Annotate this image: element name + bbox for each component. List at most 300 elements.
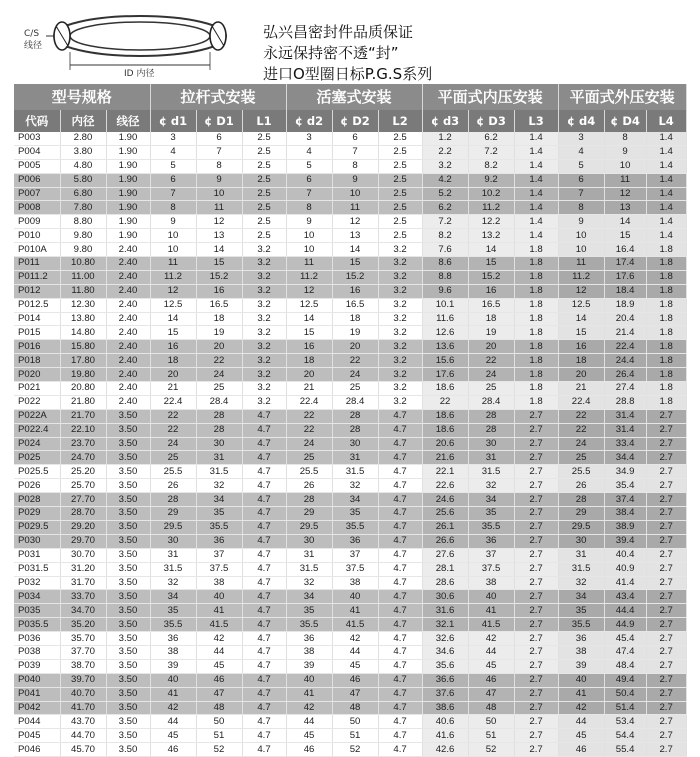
table-cell: 44 xyxy=(196,645,242,659)
table-cell: 47.4 xyxy=(604,645,646,659)
table-cell: 16 xyxy=(558,340,604,354)
table-cell: 2.40 xyxy=(106,395,150,409)
table-cell: 48 xyxy=(468,701,514,715)
table-cell: 52 xyxy=(196,743,242,757)
table-cell: 8.2 xyxy=(468,159,514,173)
column-header: ¢ d4 xyxy=(558,110,604,132)
table-cell: 2.5 xyxy=(242,215,286,229)
table-cell: 2.5 xyxy=(378,229,422,243)
table-cell: 4.7 xyxy=(242,465,286,479)
table-cell: 2.5 xyxy=(378,159,422,173)
table-cell: 16.4 xyxy=(604,243,646,257)
table-cell: 44.9 xyxy=(604,618,646,632)
table-cell: 4.7 xyxy=(378,743,422,757)
table-cell: 10 xyxy=(150,243,196,257)
table-row xyxy=(14,604,686,618)
table-cell: 2.7 xyxy=(514,673,558,687)
table-cell: 2.7 xyxy=(514,632,558,646)
table-cell: 15 xyxy=(558,326,604,340)
table-cell: 4.7 xyxy=(378,715,422,729)
table-cell: P015 xyxy=(14,326,60,340)
table-cell: 1.8 xyxy=(646,368,686,382)
table-cell: 19 xyxy=(196,326,242,340)
table-cell: P032 xyxy=(14,576,60,590)
table-cell: 46 xyxy=(286,743,332,757)
table-cell: 20 xyxy=(468,340,514,354)
table-cell: 19 xyxy=(468,326,514,340)
table-cell: 37.70 xyxy=(60,645,106,659)
table-cell: P046 xyxy=(14,743,60,757)
table-cell: 1.90 xyxy=(106,173,150,187)
table-cell: 20.4 xyxy=(604,312,646,326)
table-cell: 2.5 xyxy=(378,187,422,201)
id-label: ID 内径 xyxy=(124,69,155,79)
table-cell: 1.4 xyxy=(646,159,686,173)
table-cell: 16.5 xyxy=(332,298,378,312)
table-cell: 3.2 xyxy=(242,368,286,382)
table-cell: 35.5 xyxy=(332,520,378,534)
table-cell: 3.2 xyxy=(242,298,286,312)
table-cell: 8.2 xyxy=(422,229,468,243)
table-cell: 22 xyxy=(332,354,378,368)
table-cell: P024 xyxy=(14,437,60,451)
table-cell: 2.7 xyxy=(646,409,686,423)
table-cell: 1.8 xyxy=(646,257,686,271)
table-cell: 11 xyxy=(332,201,378,215)
table-cell: 2.7 xyxy=(514,548,558,562)
table-cell: 46 xyxy=(332,673,378,687)
header-area xyxy=(0,0,700,84)
table-cell: 2.2 xyxy=(422,145,468,159)
table-row xyxy=(14,493,686,507)
table-cell: 3.2 xyxy=(378,257,422,271)
table-cell: 3.2 xyxy=(378,368,422,382)
table-cell: 3.2 xyxy=(378,382,422,396)
table-cell: 16.5 xyxy=(196,298,242,312)
table-cell: 22 xyxy=(286,409,332,423)
table-cell: 28 xyxy=(332,409,378,423)
table-cell: 15.6 xyxy=(422,354,468,368)
table-cell: 49.4 xyxy=(604,673,646,687)
column-header: L2 xyxy=(378,110,422,132)
table-cell: P039 xyxy=(14,659,60,673)
table-cell: 30 xyxy=(196,437,242,451)
table-cell: 1.4 xyxy=(646,229,686,243)
table-cell: 38.6 xyxy=(422,701,468,715)
table-cell: 22 xyxy=(286,423,332,437)
table-cell: 28 xyxy=(150,493,196,507)
table-cell: 3.2 xyxy=(378,340,422,354)
table-cell: 2.40 xyxy=(106,243,150,257)
table-cell: 4.7 xyxy=(242,715,286,729)
table-cell: 1.8 xyxy=(514,340,558,354)
table-cell: 30 xyxy=(286,534,332,548)
table-cell: 3.50 xyxy=(106,715,150,729)
table-cell: 52 xyxy=(332,743,378,757)
table-row xyxy=(14,201,686,215)
table-cell: 7 xyxy=(196,145,242,159)
table-cell: 2.5 xyxy=(242,187,286,201)
table-cell: P034 xyxy=(14,590,60,604)
table-cell: 31.5 xyxy=(150,562,196,576)
table-cell: 41 xyxy=(286,687,332,701)
table-cell: 18 xyxy=(286,354,332,368)
table-cell: 41.70 xyxy=(60,701,106,715)
table-cell: 11.80 xyxy=(60,284,106,298)
table-cell: 24.6 xyxy=(422,493,468,507)
table-cell: 33.4 xyxy=(604,437,646,451)
table-cell: 25.5 xyxy=(150,465,196,479)
table-cell: 16 xyxy=(196,284,242,298)
table-cell: 2.7 xyxy=(646,645,686,659)
table-cell: 4.7 xyxy=(242,687,286,701)
table-cell: 39 xyxy=(150,659,196,673)
table-cell: 42 xyxy=(468,632,514,646)
table-cell: 1.8 xyxy=(646,243,686,257)
table-cell: 10.2 xyxy=(468,187,514,201)
table-cell: P004 xyxy=(14,145,60,159)
table-cell: 15 xyxy=(150,326,196,340)
table-cell: 2.40 xyxy=(106,354,150,368)
table-cell: 2.7 xyxy=(646,437,686,451)
table-cell: 9.2 xyxy=(468,173,514,187)
table-cell: P010A xyxy=(14,243,60,257)
table-cell: 30 xyxy=(558,534,604,548)
table-cell: 1.90 xyxy=(106,201,150,215)
table-cell: 36 xyxy=(468,534,514,548)
table-cell: 29 xyxy=(286,507,332,521)
table-cell: 3.50 xyxy=(106,687,150,701)
table-cell: 2.5 xyxy=(242,173,286,187)
table-cell: 22 xyxy=(150,423,196,437)
table-cell: 16.5 xyxy=(468,298,514,312)
table-cell: 24.70 xyxy=(60,451,106,465)
table-cell: P022.4 xyxy=(14,423,60,437)
table-cell: 1.8 xyxy=(646,312,686,326)
column-header: ¢ D4 xyxy=(604,110,646,132)
table-cell: 3 xyxy=(286,132,332,145)
table-cell: 13.6 xyxy=(422,340,468,354)
table-cell: 4.7 xyxy=(242,590,286,604)
table-cell: 4.7 xyxy=(242,729,286,743)
table-cell: P036 xyxy=(14,632,60,646)
table-row xyxy=(14,284,686,298)
table-cell: 12.2 xyxy=(468,215,514,229)
table-row xyxy=(14,659,686,673)
table-cell: 29.5 xyxy=(150,520,196,534)
table-cell: 9 xyxy=(332,173,378,187)
table-cell: 38 xyxy=(150,645,196,659)
table-row xyxy=(14,632,686,646)
table-cell: 4.7 xyxy=(378,479,422,493)
table-cell: 37 xyxy=(196,548,242,562)
table-cell: 25 xyxy=(196,382,242,396)
table-cell: 35 xyxy=(150,604,196,618)
table-cell: 3.50 xyxy=(106,507,150,521)
table-cell: 1.8 xyxy=(646,354,686,368)
table-cell: 12 xyxy=(286,284,332,298)
table-cell: 4.7 xyxy=(378,604,422,618)
table-cell: 45 xyxy=(468,659,514,673)
table-cell: P022A xyxy=(14,409,60,423)
table-cell: 19 xyxy=(332,326,378,340)
table-cell: 51 xyxy=(196,729,242,743)
table-cell: 32 xyxy=(558,576,604,590)
table-cell: 31 xyxy=(332,451,378,465)
table-cell: 24 xyxy=(286,437,332,451)
table-cell: 34 xyxy=(558,590,604,604)
table-cell: 22.4 xyxy=(558,395,604,409)
table-cell: 14 xyxy=(604,215,646,229)
table-row xyxy=(14,368,686,382)
table-cell: 4.7 xyxy=(378,590,422,604)
table-cell: 2.40 xyxy=(106,270,150,284)
table-cell: P028 xyxy=(14,493,60,507)
table-cell: 9.80 xyxy=(60,229,106,243)
table-cell: 10 xyxy=(558,229,604,243)
table-cell: 37.6 xyxy=(422,687,468,701)
table-cell: 28 xyxy=(332,423,378,437)
table-cell: 3.50 xyxy=(106,465,150,479)
table-cell: 48.4 xyxy=(604,659,646,673)
table-row xyxy=(14,437,686,451)
table-cell: P011 xyxy=(14,257,60,271)
table-cell: 25.20 xyxy=(60,465,106,479)
table-cell: 26 xyxy=(558,479,604,493)
table-cell: 26.4 xyxy=(604,368,646,382)
table-cell: 2.7 xyxy=(514,451,558,465)
table-cell: 36 xyxy=(150,632,196,646)
table-cell: 44 xyxy=(332,645,378,659)
table-cell: 42 xyxy=(286,701,332,715)
cs-label-2: 线径 xyxy=(24,41,43,51)
table-cell: 31.5 xyxy=(196,465,242,479)
table-cell: P042 xyxy=(14,701,60,715)
table-cell: 3.50 xyxy=(106,632,150,646)
table-cell: 4.7 xyxy=(378,659,422,673)
table-cell: 2.5 xyxy=(378,173,422,187)
table-cell: 4.7 xyxy=(378,632,422,646)
table-cell: 1.4 xyxy=(514,215,558,229)
table-cell: 12.5 xyxy=(286,298,332,312)
table-cell: 25.5 xyxy=(558,465,604,479)
table-cell: 37 xyxy=(332,548,378,562)
table-row xyxy=(14,132,686,145)
table-cell: 22 xyxy=(422,395,468,409)
table-cell: 37.5 xyxy=(468,562,514,576)
table-cell: 3.2 xyxy=(378,298,422,312)
table-row xyxy=(14,173,686,187)
table-cell: 32 xyxy=(286,576,332,590)
table-cell: 1.8 xyxy=(514,382,558,396)
table-cell: 40 xyxy=(558,673,604,687)
table-cell: 28.4 xyxy=(196,395,242,409)
table-row xyxy=(14,687,686,701)
table-cell: 14 xyxy=(196,243,242,257)
table-cell: 7.80 xyxy=(60,201,106,215)
table-cell: 20 xyxy=(286,368,332,382)
table-cell: 41 xyxy=(332,604,378,618)
table-cell: 42.6 xyxy=(422,743,468,757)
table-cell: P035.5 xyxy=(14,618,60,632)
table-cell: 14.80 xyxy=(60,326,106,340)
table-row xyxy=(14,562,686,576)
table-cell: 42 xyxy=(196,632,242,646)
table-cell: 18 xyxy=(150,354,196,368)
table-cell: 41 xyxy=(468,604,514,618)
table-cell: 44.4 xyxy=(604,604,646,618)
table-cell: 8 xyxy=(604,132,646,145)
table-cell: 18 xyxy=(196,312,242,326)
table-cell: 31 xyxy=(286,548,332,562)
table-cell: 7.2 xyxy=(468,145,514,159)
table-cell: 34 xyxy=(286,590,332,604)
table-cell: 4.7 xyxy=(378,548,422,562)
table-cell: 26.1 xyxy=(422,520,468,534)
table-cell: 38 xyxy=(196,576,242,590)
table-cell: 2.7 xyxy=(514,479,558,493)
table-cell: 14 xyxy=(468,243,514,257)
table-cell: 32 xyxy=(332,479,378,493)
table-cell: 1.8 xyxy=(514,326,558,340)
table-cell: 11 xyxy=(150,257,196,271)
table-cell: 34 xyxy=(150,590,196,604)
table-cell: 41.5 xyxy=(196,618,242,632)
table-cell: 3.2 xyxy=(378,243,422,257)
table-cell: 1.8 xyxy=(646,340,686,354)
table-row xyxy=(14,354,686,368)
table-cell: 5 xyxy=(558,159,604,173)
table-cell: 36 xyxy=(558,632,604,646)
table-cell: 7.6 xyxy=(422,243,468,257)
table-cell: 28 xyxy=(558,493,604,507)
table-cell: 1.90 xyxy=(106,132,150,145)
table-cell: 23.70 xyxy=(60,437,106,451)
table-cell: 30 xyxy=(332,437,378,451)
table-cell: 2.7 xyxy=(646,548,686,562)
table-cell: 29.5 xyxy=(286,520,332,534)
table-cell: 2.7 xyxy=(646,423,686,437)
table-cell: 27.4 xyxy=(604,382,646,396)
group-header-row xyxy=(14,84,686,110)
table-cell: 34.70 xyxy=(60,604,106,618)
table-cell: 7 xyxy=(150,187,196,201)
table-cell: 3.2 xyxy=(242,284,286,298)
table-cell: 2.7 xyxy=(514,604,558,618)
table-cell: 9.6 xyxy=(422,284,468,298)
group-header: 平面式外压安装 xyxy=(558,84,686,110)
table-cell: 4.7 xyxy=(378,645,422,659)
table-cell: 25 xyxy=(332,382,378,396)
table-cell: 1.8 xyxy=(646,395,686,409)
table-cell: 50 xyxy=(196,715,242,729)
table-cell: 5.2 xyxy=(422,187,468,201)
group-header: 拉杆式安装 xyxy=(150,84,286,110)
table-row xyxy=(14,618,686,632)
table-cell: 36.6 xyxy=(422,673,468,687)
table-cell: 44 xyxy=(468,645,514,659)
table-cell: 24 xyxy=(150,437,196,451)
table-cell: 3.2 xyxy=(378,326,422,340)
table-cell: 28 xyxy=(196,409,242,423)
slogan xyxy=(263,22,432,85)
table-cell: 11 xyxy=(558,257,604,271)
table-cell: 3.2 xyxy=(378,354,422,368)
table-cell: 3.50 xyxy=(106,409,150,423)
table-cell: 28.6 xyxy=(422,576,468,590)
table-cell: 12 xyxy=(196,215,242,229)
table-cell: 2.5 xyxy=(378,145,422,159)
table-cell: 2.7 xyxy=(514,659,558,673)
table-cell: 2.7 xyxy=(514,507,558,521)
table-cell: 1.4 xyxy=(514,132,558,145)
table-cell: 28 xyxy=(468,409,514,423)
table-cell: 31.5 xyxy=(332,465,378,479)
table-cell: 11 xyxy=(196,201,242,215)
table-cell: 40.4 xyxy=(604,548,646,562)
table-cell: 2.7 xyxy=(514,645,558,659)
table-cell: 2.5 xyxy=(378,132,422,145)
table-cell: 15.2 xyxy=(468,270,514,284)
table-cell: 31.20 xyxy=(60,562,106,576)
table-cell: 46 xyxy=(468,673,514,687)
table-cell: 3.50 xyxy=(106,479,150,493)
table-cell: 21 xyxy=(286,382,332,396)
table-cell: 28.8 xyxy=(604,395,646,409)
table-cell: 4.7 xyxy=(242,618,286,632)
table-cell: 41.5 xyxy=(332,618,378,632)
table-cell: 2.7 xyxy=(514,423,558,437)
table-cell: 15.2 xyxy=(196,270,242,284)
table-cell: 38 xyxy=(558,645,604,659)
table-cell: 20 xyxy=(196,340,242,354)
slogan-line: 弘兴昌密封件品质保证 xyxy=(263,23,414,41)
table-cell: 4.7 xyxy=(242,423,286,437)
table-cell: 33.70 xyxy=(60,590,106,604)
table-cell: 7 xyxy=(332,145,378,159)
table-cell: 16 xyxy=(150,340,196,354)
table-cell: 25 xyxy=(468,382,514,396)
table-cell: 4.7 xyxy=(378,687,422,701)
table-cell: 2.7 xyxy=(646,632,686,646)
table-row xyxy=(14,340,686,354)
table-cell: 22 xyxy=(196,354,242,368)
table-cell: 17.6 xyxy=(422,368,468,382)
table-cell: 1.4 xyxy=(646,201,686,215)
table-cell: 50 xyxy=(332,715,378,729)
table-cell: 24 xyxy=(558,437,604,451)
table-cell: 47 xyxy=(468,687,514,701)
table-cell: 35.5 xyxy=(150,618,196,632)
table-cell: 1.4 xyxy=(646,187,686,201)
table-cell: 2.7 xyxy=(514,437,558,451)
table-cell: 1.4 xyxy=(514,145,558,159)
table-cell: 1.4 xyxy=(514,229,558,243)
table-cell: 3.2 xyxy=(378,284,422,298)
table-cell: 48 xyxy=(196,701,242,715)
table-cell: 31.5 xyxy=(558,562,604,576)
table-cell: 18.6 xyxy=(422,423,468,437)
table-cell: 3.2 xyxy=(242,243,286,257)
table-cell: 38.70 xyxy=(60,659,106,673)
table-cell: 13.2 xyxy=(468,229,514,243)
table-cell: 18 xyxy=(332,312,378,326)
table-cell: 8.80 xyxy=(60,215,106,229)
table-cell: 51 xyxy=(468,729,514,743)
table-cell: 10 xyxy=(196,187,242,201)
table-cell: 18 xyxy=(558,354,604,368)
table-cell: 6 xyxy=(332,132,378,145)
